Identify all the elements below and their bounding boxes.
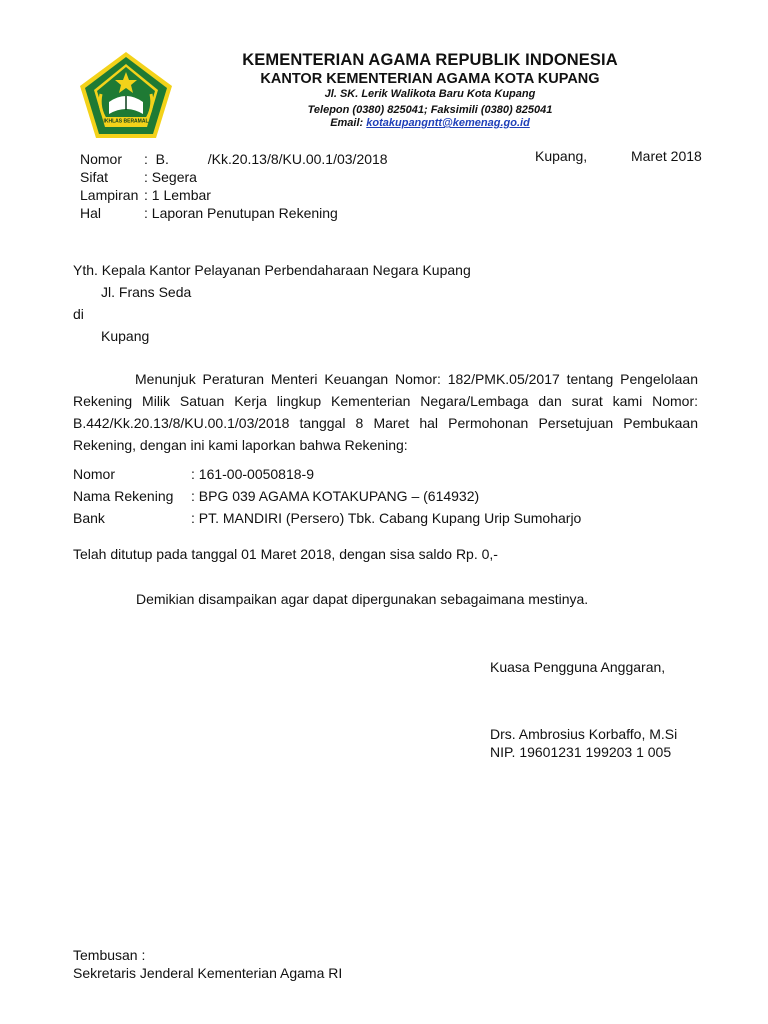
- signatory-role: Kuasa Pengguna Anggaran,: [490, 659, 666, 675]
- letter-date: Maret 2018: [631, 148, 702, 164]
- account-value: : 161-00-0050818-9: [191, 466, 314, 482]
- recipient-line1: Yth. Kepala Kantor Pelayanan Perbendaharaan Negara Kupang: [73, 262, 471, 278]
- closed-statement: Telah ditutup pada tanggal 01 Maret 2018, dengan sisa saldo Rp. 0,-: [73, 546, 498, 562]
- account-value: : BPG 039 AGAMA KOTAKUPANG – (614932): [191, 488, 480, 504]
- meta-lampiran-label: Lampiran: [80, 187, 139, 203]
- recipient-di: di: [73, 306, 84, 322]
- account-label: Bank: [73, 510, 105, 526]
- letterhead-address: Jl. SK. Lerik Walikota Baru Kota Kupang: [324, 88, 536, 100]
- letterhead-title: KEMENTERIAN AGAMA REPUBLIK INDONESIA: [242, 51, 618, 69]
- meta-lampiran: [80, 187, 211, 203]
- account-label: Nomor: [73, 466, 116, 482]
- signatory-name: Drs. Ambrosius Korbaffo, M.Si: [490, 726, 678, 742]
- email-link[interactable]: kotakupangntt@kemenag.go.id: [366, 117, 530, 129]
- letter-place: Kupang,: [535, 148, 588, 164]
- letterhead-email-line: [160, 117, 700, 129]
- letterhead-phone: Telepon (0380) 825041; Faksimili (0380) 825041: [307, 104, 553, 116]
- cc-label: Tembusan :: [73, 947, 146, 963]
- signatory-nip: NIP. 19601231 199203 1 005: [490, 744, 672, 760]
- letterhead-office: KANTOR KEMENTERIAN AGAMA KOTA KUPANG: [260, 71, 600, 87]
- account-row-nomor: [73, 466, 314, 482]
- meta-nomor: [80, 151, 388, 167]
- logo-motto: IKHLAS BERAMAL: [103, 118, 149, 125]
- meta-sifat-value: : Segera: [144, 169, 197, 185]
- meta-hal: [80, 205, 338, 221]
- meta-hal-value: : Laporan Penutupan Rekening: [144, 205, 338, 221]
- account-row-bank: [73, 510, 581, 526]
- meta-nomor-label: Nomor: [80, 151, 123, 167]
- intro-paragraph: Menunjuk Peraturan Menteri Keuangan Nomor: 182/PMK.05/2017 tentang Pengelolaan Rekening Milik Satuan Kerja lingkup Kementerian Negara/Lembaga dan surat kami Nomor: B.442/Kk.20.13/8/KU.00.1/03/2018 tanggal 8 Maret hal Permohonan Persetujuan Pembukaan Rekening, dengan ini kami laporkan bahwa Rekening:: [73, 371, 698, 453]
- account-label: Nama Rekening: [73, 488, 174, 504]
- cc-recipient: Sekretaris Jenderal Kementerian Agama RI: [73, 965, 343, 981]
- meta-hal-label: Hal: [80, 205, 102, 221]
- meta-lampiran-value: : 1 Lembar: [144, 187, 211, 203]
- account-row-nama: [73, 488, 479, 504]
- recipient-address: Jl. Frans Seda: [101, 284, 192, 300]
- account-value: : PT. MANDIRI (Persero) Tbk. Cabang Kupang Urip Sumoharjo: [191, 510, 582, 526]
- meta-sifat-label: Sifat: [80, 169, 109, 185]
- meta-sifat: [80, 169, 197, 185]
- recipient-city: Kupang: [101, 328, 150, 344]
- closing-statement: Demikian disampaikan agar dapat dipergunakan sebagaimana mestinya.: [136, 591, 589, 607]
- email-label: Email:: [330, 117, 364, 129]
- meta-nomor-value: : B. /Kk.20.13/8/KU.00.1/03/2018: [144, 151, 388, 167]
